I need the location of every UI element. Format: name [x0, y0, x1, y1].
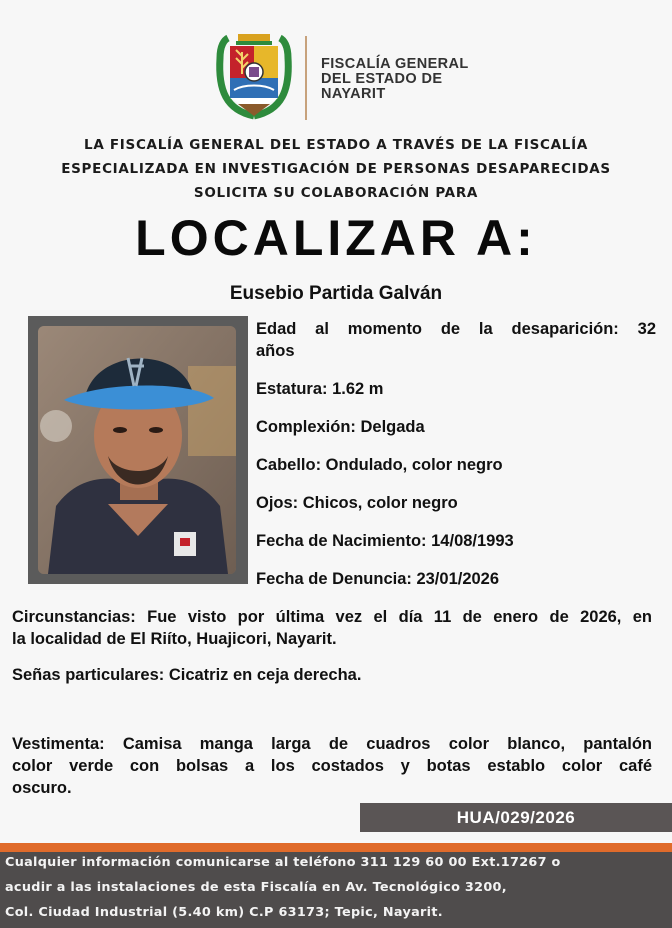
build-field: Complexión: Delgada	[256, 418, 425, 436]
nayarit-coat-of-arms-icon	[214, 32, 294, 120]
intro-line-2: ESPECIALIZADA EN INVESTIGACIÓN DE PERSONAS DESAPARECIDAS	[61, 161, 611, 177]
eyes-field: Ojos: Chicos, color negro	[256, 494, 458, 512]
age-at-disappearance: Edad al momento de la desaparición: 32	[256, 320, 656, 338]
intro-line-3: SOLICITA SU COLABORACIÓN PARA	[193, 185, 479, 201]
age-at-disappearance-continued: años	[256, 342, 295, 360]
circumstances-line-2: la localidad de El Riíto, Huajicori, Nayarit.	[12, 630, 337, 648]
particular-signs: Señas particulares: Cicatriz en ceja derecha.	[12, 666, 362, 684]
intro-line-1: LA FISCALÍA GENERAL DEL ESTADO A TRAVÉS DE LA FISCALÍA	[84, 137, 588, 153]
footer-accent-bar	[0, 843, 672, 852]
clothing-line-2: color verde con bolsas a los costados y botas establo color café	[12, 757, 652, 775]
birth-date-field: Fecha de Nacimiento: 14/08/1993	[256, 532, 514, 550]
case-number: HUA/029/2026	[456, 808, 576, 827]
height-field: Estatura: 1.62 m	[256, 380, 384, 398]
footer-contact-line-1: Cualquier información comunicarse al teléfono 311 129 60 00 Ext.17267 o	[5, 855, 561, 870]
footer-contact-line-2: acudir a las instalaciones de esta Fiscalía en Av. Tecnológico 3200,	[5, 880, 507, 895]
person-name: Eusebio Partida Galván	[229, 283, 443, 304]
institution-name-line-2: DEL ESTADO DE	[321, 71, 443, 87]
person-photo	[38, 326, 236, 574]
institution-name-line-1: FISCALÍA GENERAL	[321, 56, 469, 72]
circumstances-line-1: Circunstancias: Fue visto por última vez el día 11 de enero de 2026, en	[12, 608, 652, 626]
clothing-line-3: oscuro.	[12, 779, 72, 797]
header-divider	[305, 36, 307, 120]
footer-contact-line-3: Col. Ciudad Industrial (5.40 km) C.P 63173; Tepic, Nayarit.	[5, 905, 443, 920]
clothing-line-1: Vestimenta: Camisa manga larga de cuadros color blanco, pantalón	[12, 735, 652, 753]
report-date-field: Fecha de Denuncia: 23/01/2026	[256, 570, 500, 588]
hair-field: Cabello: Ondulado, color negro	[256, 456, 503, 474]
institution-name-line-3: NAYARIT	[321, 86, 386, 102]
headline: LOCALIZAR A:	[135, 210, 537, 266]
